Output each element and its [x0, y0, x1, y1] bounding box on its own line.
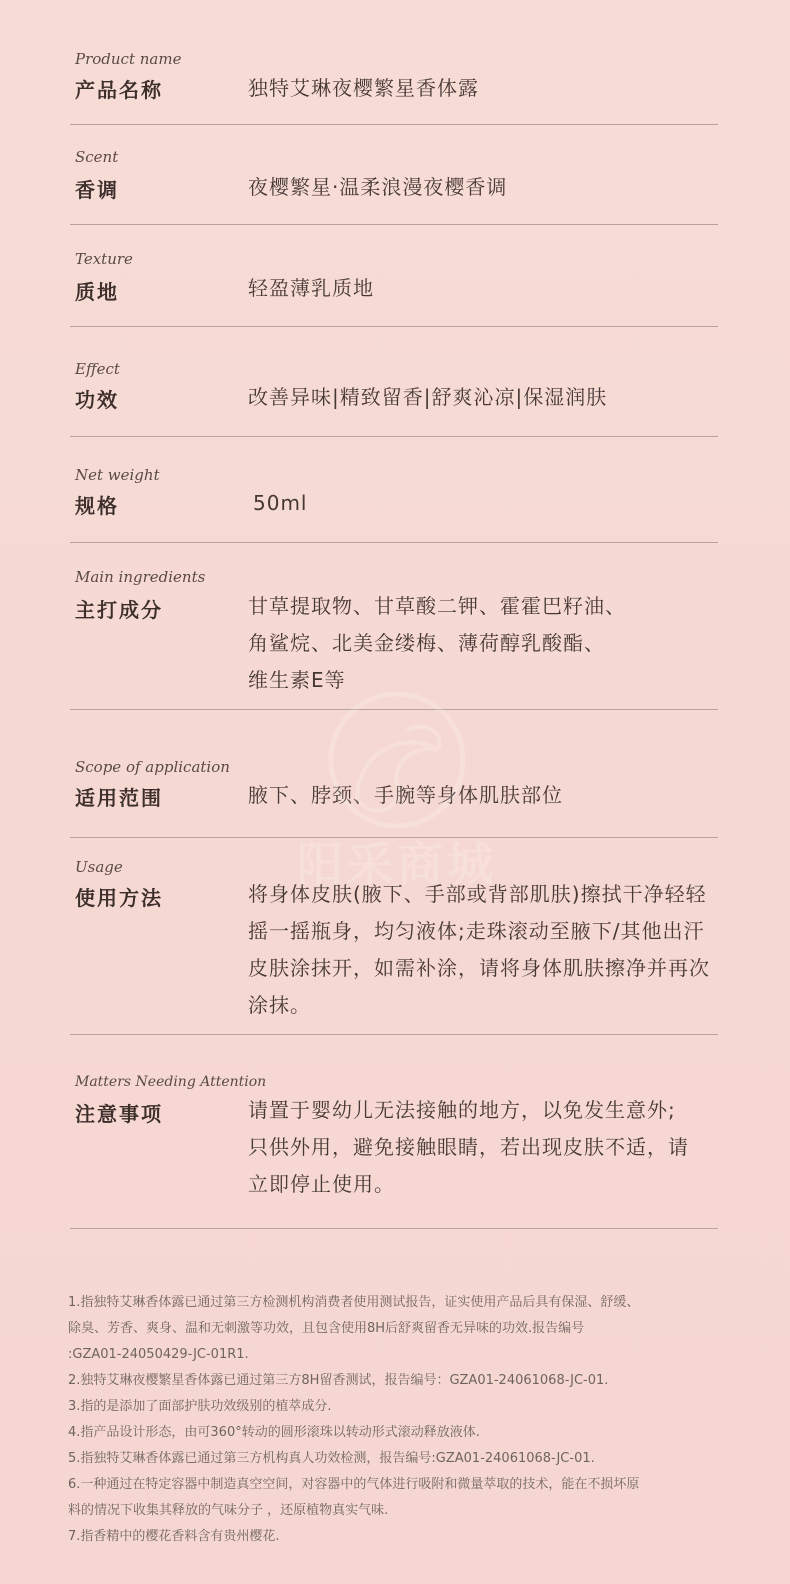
spec-label-en: Product name [75, 50, 182, 68]
footnote-line: 1.指独特艾琳香体露已通过第三方检测机构消费者使用测试报告，证实使用产品后具有保湿、舒缓、 [68, 1295, 640, 1310]
divider [70, 436, 718, 437]
spec-row-product-name [70, 48, 718, 126]
footnote-line: 除臭、芳香、爽身、温和无刺激等功效，且包含使用8H后舒爽留香无异味的功效.报告编号 [68, 1321, 585, 1336]
divider [70, 1034, 718, 1035]
spec-value [248, 588, 748, 699]
spec-row-net-weight [70, 466, 718, 544]
divider [70, 542, 718, 543]
spec-value-line: 独特艾琳夜樱繁星香体露 [248, 76, 479, 100]
spec-value-line: 请置于婴幼儿无法接触的地方，以免发生意外; [248, 1098, 676, 1122]
spec-value-line: 轻盈薄乳质地 [248, 276, 374, 300]
spec-label-cn: 主打成分 [75, 598, 163, 622]
spec-row-scent [70, 148, 718, 226]
spec-value-line: 只供外用，避免接触眼睛，若出现皮肤不适，请 [248, 1135, 689, 1159]
spec-label-en: Main ingredients [75, 568, 206, 586]
footnote-line: 6.一种通过在特定容器中制造真空空间，对容器中的气体进行吸附和微量萃取的技术，能在不损坏原 [68, 1477, 640, 1492]
spec-label-en: Scent [75, 148, 119, 166]
footnotes [68, 1290, 728, 1550]
spec-row-attention [70, 1074, 718, 1234]
footnote-line: :GZA01-24050429-JC-01R1. [68, 1347, 249, 1362]
spec-label-cn: 规格 [75, 494, 119, 518]
spec-value [248, 379, 748, 416]
spec-label-en: Scope of application [75, 758, 230, 776]
spec-value-line: 腋下、脖颈、手腕等身体肌肤部位 [248, 783, 563, 807]
footnote-line: 5.指独特艾琳香体露已通过第三方机构真人功效检测，报告编号:GZA01-24061068-JC-01. [68, 1451, 595, 1466]
divider [70, 1228, 718, 1229]
spec-value-line: 角鲨烷、北美金缕梅、薄荷醇乳酸酯、 [248, 631, 605, 655]
footnote-line: 4.指产品设计形态，由可360°转动的圆形滚珠以转动形式滚动释放液体. [68, 1425, 480, 1440]
spec-value-line: 摇一摇瓶身，均匀液体;走珠滚动至腋下/其他出汗 [248, 919, 705, 943]
spec-value-line: 甘草提取物、甘草酸二钾、霍霍巴籽油、 [248, 594, 626, 618]
footnote-line: 料的情况下收集其释放的气味分子 ，还原植物真实气味. [68, 1503, 389, 1518]
spec-label-cn: 适用范围 [75, 786, 163, 810]
footnote-line: 3.指的是添加了面部护肤功效级别的植萃成分. [68, 1399, 332, 1414]
spec-label-en: Effect [75, 360, 120, 378]
spec-value-line: 维生素E等 [248, 668, 346, 692]
spec-label-en: Usage [75, 858, 123, 876]
spec-value-line: 50ml [253, 491, 308, 515]
spec-label-cn: 使用方法 [75, 886, 163, 910]
spec-label-cn: 质地 [75, 280, 119, 304]
spec-value [248, 876, 748, 1024]
spec-value-line: 改善异味|精致留香|舒爽沁凉|保湿润肤 [248, 385, 608, 409]
spec-label-en: Matters Needing Attention [75, 1074, 267, 1090]
spec-value [248, 1092, 748, 1203]
spec-value [253, 485, 753, 522]
spec-value-line: 夜樱繁星·温柔浪漫夜樱香调 [248, 175, 508, 199]
watermark-text: 阳采商城 [297, 837, 497, 891]
spec-label-en: Net weight [75, 466, 160, 484]
spec-label-cn: 功效 [75, 388, 119, 412]
spec-row-texture [70, 250, 718, 328]
spec-row-effect [70, 360, 718, 438]
spec-label-en: Texture [75, 250, 133, 268]
divider [70, 224, 718, 225]
spec-value [248, 70, 748, 107]
spec-value-line: 涂抹。 [248, 993, 311, 1017]
footnote-line: 2.独特艾琳夜樱繁星香体露已通过第三方8H留香测试，报告编号：GZA01-24061068-JC-01. [68, 1373, 609, 1388]
spec-label-cn: 注意事项 [75, 1102, 163, 1126]
divider [70, 326, 718, 327]
divider [70, 124, 718, 125]
spec-value-line: 皮肤涂抹开，如需补涂，请将身体肌肤擦净并再次 [248, 956, 710, 980]
spec-value-line: 将身体皮肤(腋下、手部或背部肌肤)擦拭干净轻轻 [248, 882, 707, 906]
spec-label-cn: 香调 [75, 178, 119, 202]
watermark [287, 690, 507, 890]
spec-value [248, 169, 748, 206]
spec-label-cn: 产品名称 [75, 78, 163, 102]
footnote-line: 7.指香精中的樱花香料含有贵州樱花. [68, 1529, 280, 1544]
spec-value-line: 立即停止使用。 [248, 1172, 395, 1196]
spec-value [248, 270, 748, 307]
